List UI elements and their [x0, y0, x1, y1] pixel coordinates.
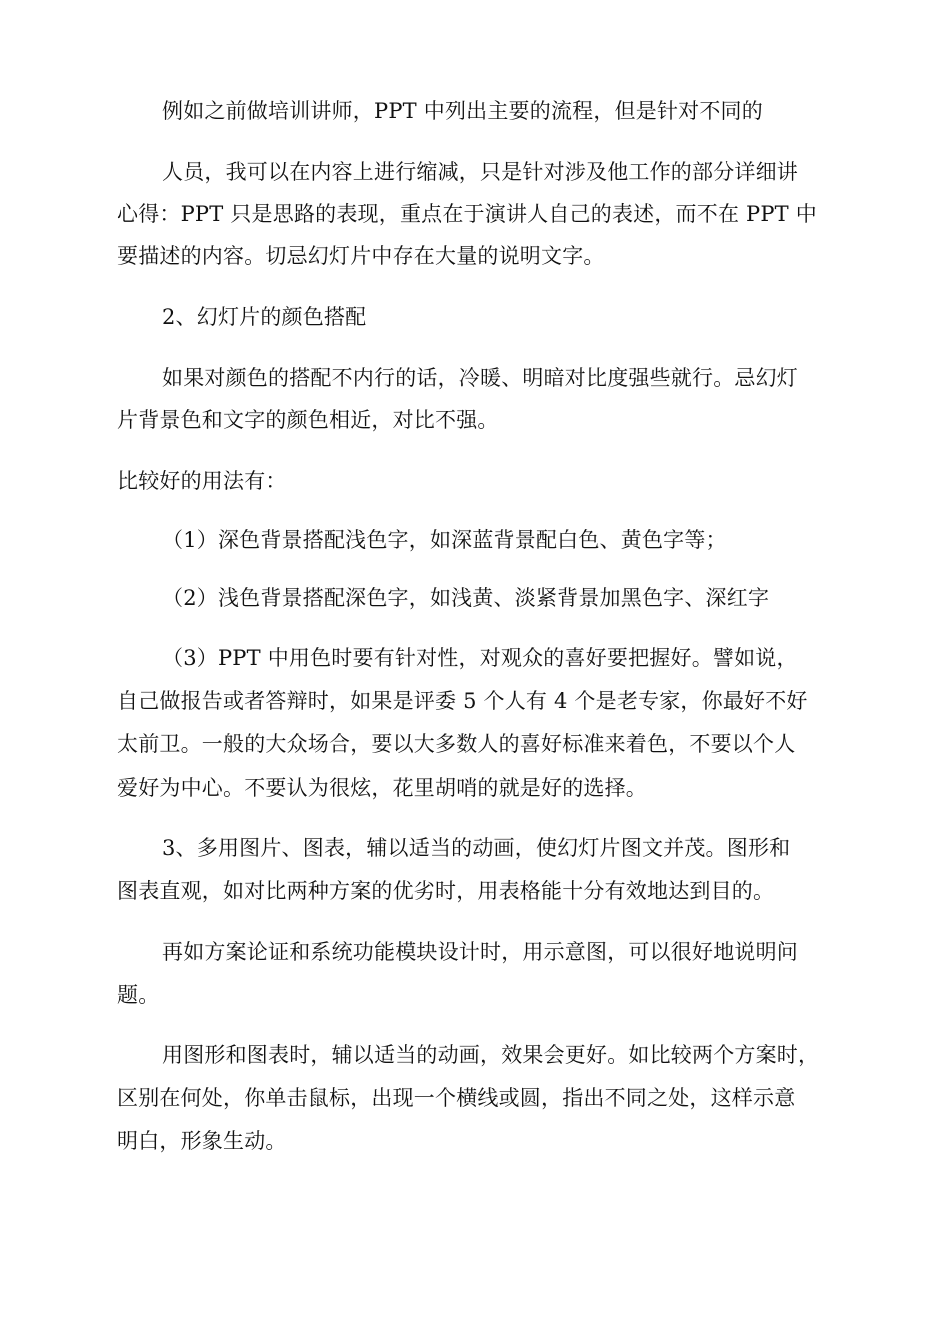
text-line-15: 3、多用图片、图表，辅以适当的动画，使幻灯片图文并茂。图形和 — [162, 836, 791, 860]
text-line-3: 心得：PPT 只是思路的表现，重点在于演讲人自己的表述，而不在 PPT 中 — [117, 202, 817, 226]
text-line-20: 区别在何处，你单击鼠标，出现一个横线或圆，指出不同之处，这样示意 — [117, 1086, 796, 1110]
text-line-19: 用图形和图表时，辅以适当的动画，效果会更好。如比较两个方案时， — [162, 1043, 820, 1067]
text-line-4: 要描述的内容。切忌幻灯片中存在大量的说明文字。 — [117, 244, 605, 268]
text-line-1: 例如之前做培训讲师，PPT 中列出主要的流程，但是针对不同的 — [162, 99, 763, 123]
text-line-8: 比较好的用法有： — [117, 469, 287, 493]
text-line-14: 爱好为中心。不要认为很炫，花里胡哨的就是好的选择。 — [117, 776, 647, 800]
text-line-10: （2）浅色背景搭配深色字，如浅黄、淡紧背景加黑色字、深红字 — [162, 586, 770, 610]
text-line-7: 片背景色和文字的颜色相近，对比不强。 — [117, 408, 499, 432]
text-line-5: 2、幻灯片的颜色搭配 — [162, 305, 367, 329]
text-line-21: 明白，形象生动。 — [117, 1129, 287, 1153]
text-line-6: 如果对颜色的搭配不内行的话，冷暖、明暗对比度强些就行。忌幻灯 — [162, 366, 798, 390]
text-line-12: 自己做报告或者答辩时，如果是评委 5 个人有 4 个是老专家，你最好不好 — [117, 689, 808, 713]
text-line-13: 太前卫。一般的大众场合，要以大多数人的喜好标准来着色，不要以个人 — [117, 732, 796, 756]
text-line-11: （3）PPT 中用色时要有针对性，对观众的喜好要把握好。譬如说， — [162, 646, 798, 670]
text-line-18: 题。 — [117, 983, 160, 1007]
text-line-16: 图表直观，如对比两种方案的优劣时，用表格能十分有效地达到目的。 — [117, 879, 775, 903]
text-line-9: （1）深色背景搭配浅色字，如深蓝背景配白色、黄色字等； — [162, 528, 727, 552]
text-line-17: 再如方案论证和系统功能模块设计时，用示意图，可以很好地说明问 — [162, 940, 798, 964]
text-line-2: 人员，我可以在内容上进行缩减，只是针对涉及他工作的部分详细讲 — [162, 160, 798, 184]
